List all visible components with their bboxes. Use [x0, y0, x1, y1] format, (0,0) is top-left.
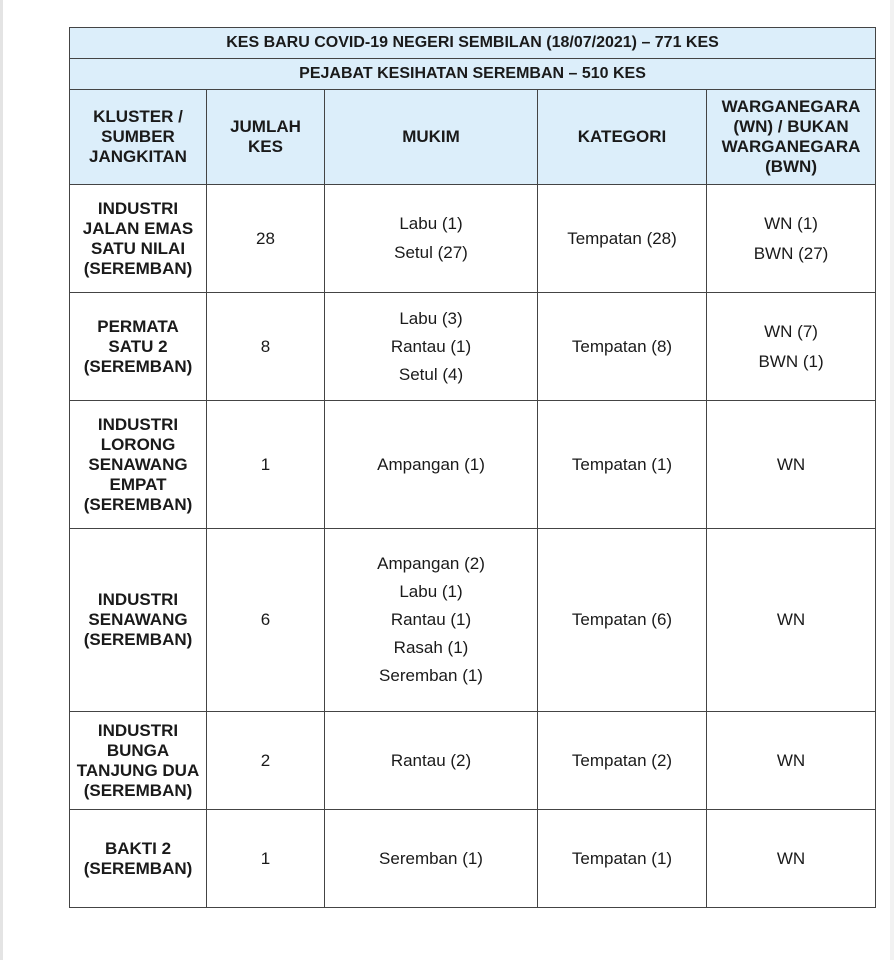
cell-warganegara [707, 401, 876, 529]
kluster-line: INDUSTRI [97, 720, 179, 740]
cell-kategori: Tempatan (1) [538, 401, 707, 529]
mukim-item: Setul (27) [394, 243, 468, 262]
mukim-item: Seremban (1) [379, 666, 483, 685]
table-row [70, 529, 876, 712]
kluster-line: EMPAT [109, 474, 167, 494]
header-mukim: MUKIM [325, 90, 538, 185]
header-row [70, 90, 876, 185]
cell-kluster [70, 185, 207, 293]
page-edge-right [890, 0, 894, 960]
mukim-item: Seremban (1) [379, 848, 483, 868]
kluster-line: (SEREMBAN) [83, 258, 193, 278]
cell-jumlah: 6 [207, 529, 325, 712]
warganegara-item: WN [776, 610, 806, 629]
cell-mukim [325, 810, 538, 908]
cell-warganegara [707, 712, 876, 810]
kluster-line: INDUSTRI [97, 198, 179, 218]
kluster-line: (SEREMBAN) [83, 858, 193, 878]
table-row [70, 712, 876, 810]
mukim-item: Ampangan (1) [377, 454, 485, 474]
cell-kluster [70, 529, 207, 712]
kluster-line: (SEREMBAN) [83, 494, 193, 514]
warganegara-item: WN [776, 848, 806, 868]
kluster-line: (SEREMBAN) [83, 780, 193, 800]
cell-kluster [70, 712, 207, 810]
kluster-line: BUNGA [106, 740, 170, 760]
kluster-line: (SEREMBAN) [83, 356, 193, 376]
cell-jumlah: 28 [207, 185, 325, 293]
cell-warganegara [707, 810, 876, 908]
table-title: KES BARU COVID-19 NEGERI SEMBILAN (18/07/2021) – 771 KES [70, 28, 876, 59]
cell-kluster [70, 810, 207, 908]
cell-warganegara [707, 529, 876, 712]
kluster-line: LORONG [100, 434, 176, 454]
cell-kategori: Tempatan (1) [538, 810, 707, 908]
mukim-item: Labu (1) [399, 582, 463, 601]
kluster-line: SATU NILAI [90, 238, 186, 258]
cell-mukim [325, 401, 538, 529]
cell-kategori: Tempatan (6) [538, 529, 707, 712]
kluster-line: INDUSTRI [97, 414, 179, 434]
kluster-line: BAKTI 2 [104, 838, 172, 858]
mukim-item: Ampangan (2) [377, 554, 485, 573]
warganegara-item: BWN (27) [753, 243, 829, 263]
cell-mukim [325, 529, 538, 712]
cell-jumlah: 2 [207, 712, 325, 810]
kluster-line: SENAWANG [88, 610, 188, 629]
kluster-line: SENAWANG [88, 454, 188, 474]
mukim-item: Labu (1) [399, 214, 463, 233]
kluster-line: PERMATA [97, 316, 179, 336]
page-top-margin [0, 0, 894, 22]
cell-kategori: Tempatan (2) [538, 712, 707, 810]
page-edge-left [0, 0, 3, 960]
header-jumlah: JUMLAH KES [207, 90, 325, 185]
warganegara-item: BWN (1) [758, 351, 824, 371]
warganegara-item: WN (7) [764, 321, 818, 341]
table-row [70, 293, 876, 401]
mukim-item: Rasah (1) [393, 638, 469, 657]
warganegara-item: WN (1) [764, 213, 818, 233]
mukim-item: Labu (3) [399, 308, 463, 328]
table-row [70, 810, 876, 908]
mukim-item: Rantau (1) [390, 610, 472, 629]
cell-kluster [70, 293, 207, 401]
table-subtitle: PEJABAT KESIHATAN SEREMBAN – 510 KES [70, 59, 876, 90]
cell-warganegara [707, 293, 876, 401]
cell-kluster [70, 401, 207, 529]
cell-warganegara [707, 185, 876, 293]
kluster-line: INDUSTRI [97, 590, 179, 609]
header-kategori: KATEGORI [538, 90, 707, 185]
cell-jumlah: 8 [207, 293, 325, 401]
covid-cases-table [69, 27, 876, 908]
kluster-line: TANJUNG DUA [76, 760, 200, 780]
warganegara-item: WN [776, 454, 806, 474]
table-row [70, 185, 876, 293]
cell-mukim [325, 293, 538, 401]
cell-kategori: Tempatan (8) [538, 293, 707, 401]
table-body [70, 185, 876, 908]
mukim-item: Rantau (2) [390, 750, 472, 770]
kluster-line: SATU 2 [108, 336, 168, 356]
cell-mukim [325, 712, 538, 810]
warganegara-item: WN [776, 750, 806, 770]
mukim-item: Rantau (1) [390, 336, 472, 356]
table-row [70, 401, 876, 529]
cell-jumlah: 1 [207, 401, 325, 529]
kluster-line: JALAN EMAS [82, 218, 194, 238]
mukim-item: Setul (4) [398, 364, 464, 384]
cell-jumlah: 1 [207, 810, 325, 908]
header-kluster: KLUSTER / SUMBER JANGKITAN [70, 90, 207, 185]
cell-kategori: Tempatan (28) [538, 185, 707, 293]
kluster-line: (SEREMBAN) [83, 630, 193, 649]
header-warganegara: WARGANEGARA (WN) / BUKAN WARGANEGARA (BWN) [707, 90, 876, 185]
cell-mukim [325, 185, 538, 293]
